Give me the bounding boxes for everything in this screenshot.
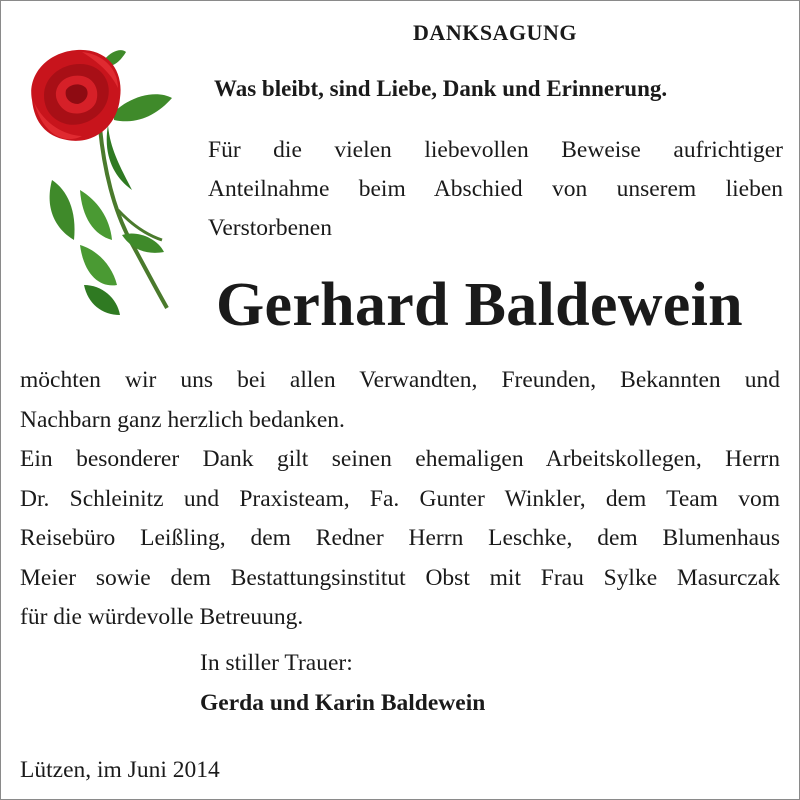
body-line: Dr. Schleinitz und Praxisteam, Fa. Gunter Winkler, dem Team vom: [20, 485, 780, 512]
intro-line: Für die vielen liebevollen Beweise aufrichtiger: [208, 137, 783, 163]
body-line: möchten wir uns bei allen Verwandten, Freunden, Bekannten und: [20, 367, 780, 393]
notice-heading: DANKSAGUNG: [413, 20, 577, 45]
body-line: Reisebüro Leißling, dem Redner Herrn Leschke, dem Blumenhaus: [20, 525, 780, 551]
mourning-line: In stiller Trauer:: [200, 650, 353, 676]
deceased-name: Gerhard Baldewein: [216, 271, 743, 339]
thanks-paragraph: [20, 361, 780, 638]
red-rose-icon: [22, 40, 182, 320]
body-line: Ein besonderer Dank gilt seinen ehemaligen Arbeitskollegen, Herrn: [20, 446, 780, 472]
body-line: für die würdevolle Betreuung.: [20, 604, 304, 630]
intro-line: Verstorbenen: [208, 215, 332, 241]
body-line: Meier sowie dem Bestattungsinstitut Obst mit Frau Sylke Masurczak: [20, 564, 780, 591]
place-date: Lützen, im Juni 2014: [20, 757, 220, 783]
notice-motto: Was bleibt, sind Liebe, Dank und Erinnerung.: [214, 76, 668, 101]
body-line: Nachbarn ganz herzlich bedanken.: [20, 406, 345, 433]
intro-line: Anteilnahme beim Abschied von unserem lieben: [208, 176, 783, 202]
intro-paragraph: [208, 131, 783, 248]
signers: Gerda und Karin Baldewein: [200, 690, 486, 716]
